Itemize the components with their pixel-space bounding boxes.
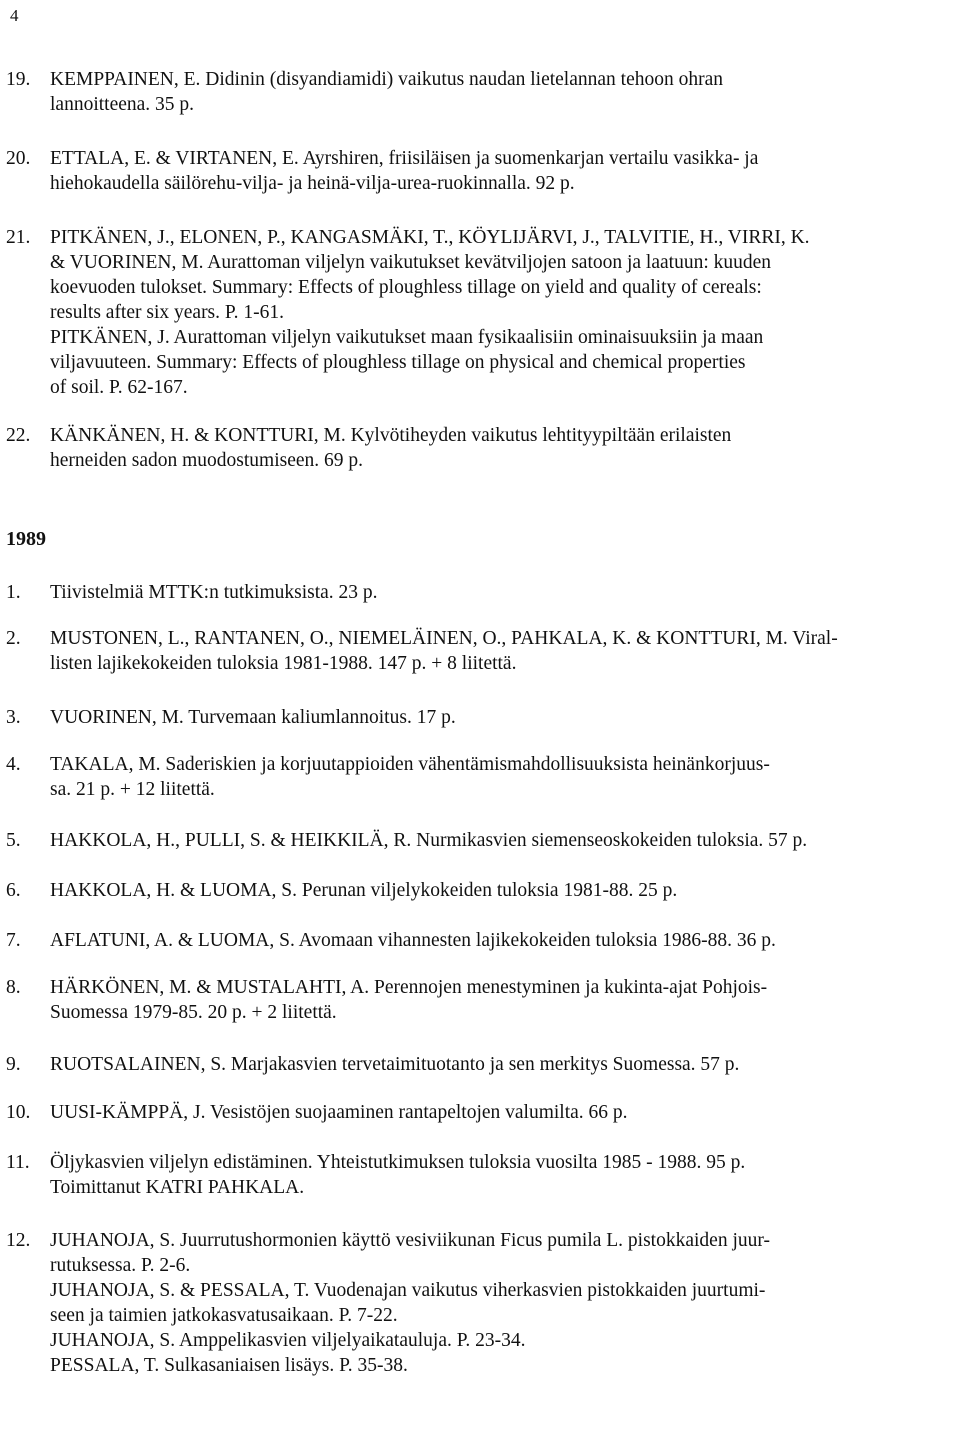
item-line: lannoitteena. 35 p.: [50, 94, 195, 115]
item-number: 9.: [6, 1054, 21, 1075]
item-line: MUSTONEN, L., RANTANEN, O., NIEMELÄINEN, O., PAHKALA, K. & KONTTURI, M. Viral-: [50, 628, 838, 649]
item-number: 6.: [6, 880, 21, 901]
item-number: 11.: [6, 1152, 30, 1173]
item-line: Suomessa 1979-85. 20 p. + 2 liitettä.: [50, 1002, 337, 1023]
list-item: [6, 878, 906, 903]
item-line: Toimittanut KATRI PAHKALA.: [50, 1177, 305, 1198]
item-line: herneiden sadon muodostumiseen. 69 p.: [50, 450, 364, 471]
item-number: 19.: [6, 69, 31, 90]
item-number: 1.: [6, 582, 21, 603]
item-line: HAKKOLA, H. & LUOMA, S. Perunan viljelykokeiden tuloksia 1981-88. 25 p.: [50, 880, 678, 901]
list-item: [6, 1100, 906, 1125]
item-line: KEMPPAINEN, E. Didinin (disyandiamidi) vaikutus naudan lietelannan tehoon ohran: [50, 69, 724, 90]
item-line: TAKALA, M. Saderiskien ja korjuutappioiden vähentämismahdollisuuksista heinänkorjuus-: [50, 754, 770, 775]
page-number: 4: [10, 6, 19, 25]
item-line: JUHANOJA, S. Amppelikasvien viljelyaikatauluja. P. 23-34.: [50, 1330, 526, 1351]
list-item: [6, 928, 906, 953]
item-line: UUSI-KÄMPPÄ, J. Vesistöjen suojaaminen rantapeltojen valumilta. 66 p.: [50, 1102, 628, 1123]
section-year-heading: 1989: [6, 528, 46, 550]
item-line: seen ja taimien jatkokasvatusaikaan. P. 7-22.: [50, 1305, 398, 1326]
list-item: [6, 1150, 906, 1200]
item-number: 21.: [6, 227, 31, 248]
list-item: [6, 225, 906, 400]
item-number: 20.: [6, 148, 31, 169]
list-item: [6, 828, 906, 853]
item-number: 7.: [6, 930, 21, 951]
item-line: KÄNKÄNEN, H. & KONTTURI, M. Kylvötiheyden vaikutus lehtityypiltään erilaisten: [50, 425, 732, 446]
list-item: [6, 752, 906, 802]
item-line: PESSALA, T. Sulkasaniaisen lisäys. P. 35-38.: [50, 1355, 408, 1376]
item-line: JUHANOJA, S. Juurrutushormonien käyttö vesiviikunan Ficus pumila L. pistokkaiden juur-: [50, 1230, 770, 1251]
item-line: Öljykasvien viljelyn edistäminen. Yhteistutkimuksen tuloksia vuosilta 1985 - 1988. 95 p.: [50, 1152, 746, 1173]
item-number: 3.: [6, 707, 21, 728]
item-line: AFLATUNI, A. & LUOMA, S. Avomaan vihannesten lajikekokeiden tuloksia 1986-88. 36 p.: [50, 930, 776, 951]
item-line: HAKKOLA, H., PULLI, S. & HEIKKILÄ, R. Nurmikasvien siemenseoskokeiden tuloksia. 57 p.: [50, 830, 808, 851]
list-item: [6, 626, 906, 676]
item-line: listen lajikekokeiden tuloksia 1981-1988. 147 p. + 8 liitettä.: [50, 653, 517, 674]
item-line: HÄRKÖNEN, M. & MUSTALAHTI, A. Perennojen menestyminen ja kukinta-ajat Pohjois-: [50, 977, 768, 998]
list-item: [6, 423, 906, 473]
list-item: [6, 580, 906, 605]
item-line: Tiivistelmiä MTTK:n tutkimuksista. 23 p.: [50, 582, 378, 603]
item-line: JUHANOJA, S. & PESSALA, T. Vuodenajan vaikutus viherkasvien pistokkaiden juurtumi-: [50, 1280, 766, 1301]
item-number: 5.: [6, 830, 21, 851]
list-item: [6, 1228, 906, 1378]
list-item: [6, 146, 906, 196]
item-line: PITKÄNEN, J. Aurattoman viljelyn vaikutukset maan fysikaalisiin ominaisuuksiin ja maan: [50, 327, 764, 348]
list-item: [6, 705, 906, 730]
item-number: 12.: [6, 1230, 31, 1251]
item-line: rutuksessa. P. 2-6.: [50, 1255, 191, 1276]
item-number: 2.: [6, 628, 21, 649]
item-line: results after six years. P. 1-61.: [50, 302, 284, 323]
item-line: & VUORINEN, M. Aurattoman viljelyn vaikutukset kevätviljojen satoon ja laatuun: kuuden: [50, 252, 772, 273]
list-item: [6, 67, 906, 117]
item-line: PITKÄNEN, J., ELONEN, P., KANGASMÄKI, T., KÖYLIJÄRVI, J., TALVITIE, H., VIRRI, K.: [50, 227, 810, 248]
item-line: sa. 21 p. + 12 liitettä.: [50, 779, 215, 800]
item-number: 22.: [6, 425, 31, 446]
item-line: of soil. P. 62-167.: [50, 377, 188, 398]
item-number: 4.: [6, 754, 21, 775]
item-line: viljavuuteen. Summary: Effects of ploughless tillage on physical and chemical properties: [50, 352, 746, 373]
item-line: RUOTSALAINEN, S. Marjakasvien tervetaimituotanto ja sen merkitys Suomessa. 57 p.: [50, 1054, 740, 1075]
list-item: [6, 975, 906, 1025]
item-line: koevuoden tulokset. Summary: Effects of ploughless tillage on yield and quality of cereals:: [50, 277, 762, 298]
item-line: hiehokaudella säilörehu-vilja- ja heinä-vilja-urea-ruokinnalla. 92 p.: [50, 173, 575, 194]
item-line: VUORINEN, M. Turvemaan kaliumlannoitus. 17 p.: [50, 707, 456, 728]
item-number: 10.: [6, 1102, 31, 1123]
list-item: [6, 1052, 906, 1077]
item-line: ETTALA, E. & VIRTANEN, E. Ayrshiren, friisiläisen ja suomenkarjan vertailu vasikka- ja: [50, 148, 759, 169]
item-number: 8.: [6, 977, 21, 998]
